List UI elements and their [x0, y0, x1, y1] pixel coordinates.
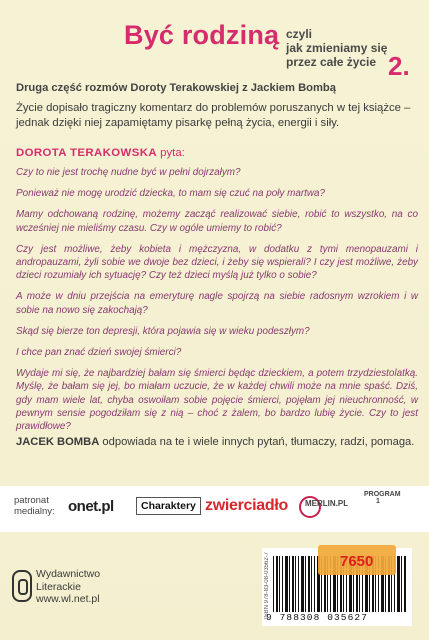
asker-verb: pyta:	[160, 147, 185, 159]
program-1-logo	[364, 491, 401, 505]
patron-label-line-1: patronat	[14, 495, 49, 506]
question: Mamy odchowaną rodzinę, możemy zacząć realizować siebie, robić to wszystko, na co wcześniej nie mieliśmy czasu. Czy w ogóle umiemy to robić?	[16, 209, 418, 234]
question: Skąd się bierze ton depresji, która pojawia się w wieku podeszłym?	[16, 325, 310, 337]
onet-logo: onet.pl	[68, 498, 114, 515]
publisher-name-line-2: Literackie	[36, 580, 81, 593]
subtitle-line-2: jak zmieniamy się	[286, 41, 388, 55]
question: Wydaje mi się, że najbardziej bałam się śmierci będąc dzieckiem, a potem trzydziestolatką. Myślę, że bałam się jej, bo miałam uczucie, że w każdej chwili może na mnie spaść. Dziś, gdy mam wiele lat, chyba oswoiłam sobie pojęcie śmierci, pojęłam jej nieuchronność, w pewnym sensie pogodziłam się z nią – choć z żalem, bo bardzo lubię życie. Czy to jest prawidłowe?	[16, 368, 418, 433]
publisher-name-line-1: Wydawnictwo	[36, 568, 101, 580]
question: Czy jest możliwe, żeby kobieta i mężczyzna, w dodatku z tymi menopauzami i andropauzami, żyli sobie we dwoje bez dzieci, i żeby się wspierali? I czy jest możliwe, żeby dzieci rozumiały ich sytuację? Czy też dzieci myślą już tylko o sobie?	[16, 243, 418, 282]
question: Ponieważ nie mogę urodzić dziecka, to mam się czuć na poły martwa?	[16, 188, 326, 200]
questions-list	[16, 166, 418, 441]
charaktery-logo: Charaktery	[136, 497, 201, 515]
book-title: Być rodziną	[124, 20, 280, 50]
zwierciadlo-logo: zwierciadło	[205, 497, 288, 514]
publisher-logo-icon	[12, 570, 32, 602]
subtitle-line-1: czyli	[286, 27, 313, 41]
publisher-url: www.wl.net.pl	[36, 593, 100, 605]
question: I chce pan znać dzień swojej śmierci?	[16, 347, 182, 359]
asker-name: DOROTA TERAKOWSKA	[16, 147, 157, 159]
volume-number: 2.	[388, 51, 410, 81]
patron-label-line-2: medialny:	[14, 506, 55, 517]
isbn-side-text: ISBN 978-83-08-03562-7	[264, 552, 270, 620]
barcode-digits: 9 788308 035627	[266, 612, 369, 623]
merlin-logo: MERLIN.PL	[305, 499, 349, 508]
asker-heading	[16, 147, 185, 159]
answerer-name: JACEK BOMBA	[16, 436, 100, 448]
subtitle-line-3: przez całe życie	[286, 55, 377, 69]
answerer-text: odpowiada na te i wiele innych pytań, tłumaczy, radzi, pomaga.	[102, 436, 415, 448]
question: A może w dniu przejścia na emeryturę nagle spojrzą na siebie radosnym wzrokiem i w sobie na nowo się zakochają?	[16, 291, 418, 316]
lead-line: Druga część rozmów Doroty Terakowskiej z Jackiem Bombą	[16, 82, 336, 94]
program-1-label: PROGRAM 1	[364, 491, 401, 505]
question: Czy to nie jest trochę nudne być w pełni dojrzałym?	[16, 167, 241, 178]
intro-paragraph: Życie dopisało tragiczny komentarz do problemów poruszanych w tej książce – jednak dzięki niej zapamiętamy pisarkę pełną życia, energii i siły.	[16, 102, 411, 129]
publisher-text	[36, 568, 100, 606]
book-subtitle	[286, 27, 387, 69]
patron-label	[14, 495, 55, 517]
price-text: 7650	[340, 553, 374, 570]
media-patrons-strip	[0, 486, 429, 532]
answerer-paragraph	[16, 434, 421, 450]
